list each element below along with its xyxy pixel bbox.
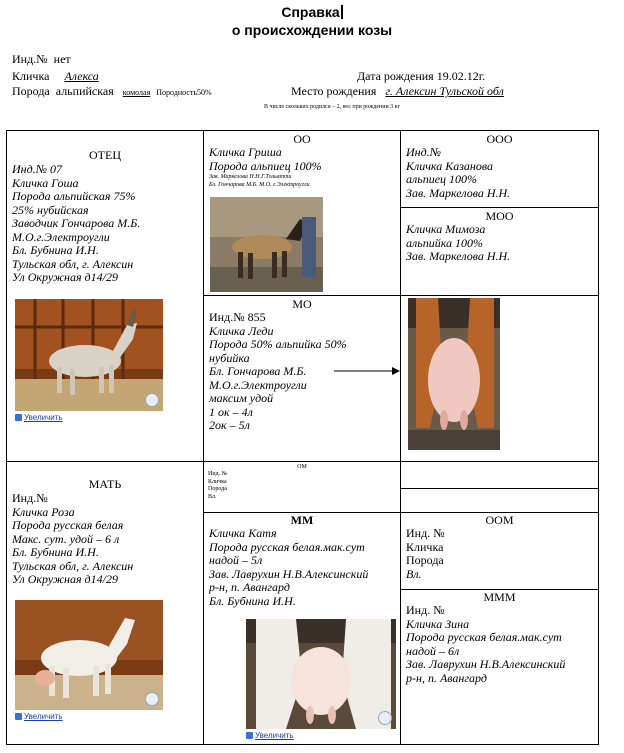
father-header: ОТЕЦ <box>89 148 121 162</box>
name-value: Алекса <box>64 69 99 83</box>
moo-info <box>401 223 598 264</box>
oom-line: Вл. <box>406 566 422 581</box>
mm-line: Порода русская белая.мак.сут <box>209 539 365 554</box>
place-label: Место рождения <box>291 84 377 98</box>
oo-photo[interactable] <box>210 197 323 292</box>
father-cell <box>6 130 204 462</box>
mmm-line: Кличка Зина <box>406 616 470 631</box>
mmm-line: Порода русская белая.мак.сут <box>406 630 562 644</box>
om-info <box>204 471 400 501</box>
zoom-label: Увеличить <box>255 731 294 740</box>
text-cursor <box>341 5 343 19</box>
mo-line: Бл. Гончарова М.Б. <box>209 364 307 378</box>
ooo-header: ООО <box>486 132 513 146</box>
moo-line: Зав. Маркелова Н.Н. <box>406 249 511 263</box>
om-line: Порода <box>208 486 227 492</box>
mo-line: нубийка <box>209 350 250 365</box>
litter-note: В числе скольких родился – 2, вес при рождении 3 кг <box>264 104 401 110</box>
father-line: Ул Окружная д14/29 <box>12 270 118 284</box>
oom-info <box>401 527 598 581</box>
oo-tiny-line: Бл. Гончарова М.Б. М.О. г.Электроугли <box>209 182 310 188</box>
ooo-cell <box>400 130 599 208</box>
father-line: Тульская обл, г. Алексин <box>12 256 134 271</box>
father-line: М.О.г.Электроугли <box>12 229 110 244</box>
ind-value: нет <box>53 52 71 66</box>
moo-header: МОО <box>485 209 514 223</box>
mother-line: Порода русская белая <box>12 518 124 532</box>
ooo-line: Зав. Маркелова Н.Н. <box>406 185 511 200</box>
mm-line: Кличка Катя <box>209 526 277 540</box>
mm-line: Зав. Лаврухин Н.В.Алексинский <box>209 566 369 581</box>
ooo-info <box>401 146 598 200</box>
mo-line: 1 ок – 4л <box>209 404 253 419</box>
mo-line: Инд.№ 855 <box>209 310 266 324</box>
father-line: Кличка Гоша <box>12 175 79 190</box>
oo-info <box>204 146 400 189</box>
mm-line: р-н, п. Авангард <box>209 580 290 594</box>
om-cell <box>203 461 401 513</box>
arrow-right-icon <box>334 366 400 376</box>
breed-percent: Породность50% <box>156 88 212 97</box>
father-zoom-link[interactable] <box>15 413 63 422</box>
father-info <box>7 163 203 285</box>
mother-photo[interactable] <box>15 600 163 710</box>
ooo-line: Кличка Казанова <box>406 158 493 173</box>
oo-header: ОО <box>293 132 311 146</box>
father-photo[interactable] <box>15 299 163 411</box>
mother-line: Ул Окружная д14/29 <box>12 572 118 586</box>
mm-info <box>204 527 400 608</box>
ooo-line: альпиец 100% <box>406 172 478 186</box>
ind-row <box>12 52 71 66</box>
oo-line: Порода альпиец 100% <box>209 158 322 173</box>
document-subtitle: о происхождении козы <box>231 22 393 38</box>
mother-info <box>7 492 203 587</box>
father-line: Инд.№ 07 <box>12 162 63 176</box>
photo-badge-icon <box>145 692 159 706</box>
photo-badge-icon <box>378 711 392 725</box>
ooo-line: Инд.№ <box>406 145 442 159</box>
place-row <box>291 84 504 98</box>
zoom-icon <box>15 414 22 421</box>
empty-cell <box>400 461 599 489</box>
oo-line: Кличка Гриша <box>209 145 282 159</box>
mm-line: Бл. Бубнина И.Н. <box>209 593 296 608</box>
mother-line: Макс. сут. удой – 6 л <box>12 531 120 546</box>
oo-tiny-line: Зав. Маркелова Н.Н.Г.Тольятти <box>209 174 292 180</box>
mother-line: Кличка Роза <box>12 504 75 519</box>
breed-value: альпийская <box>55 84 114 98</box>
mother-line: Инд.№ <box>12 491 48 505</box>
oom-header: ООМ <box>485 513 514 527</box>
name-label: Кличка <box>12 69 50 83</box>
mm-header: ММ <box>290 513 314 527</box>
om-line: Инд. № <box>208 471 228 477</box>
mother-zoom-link[interactable] <box>15 712 63 721</box>
mm-udder-photo[interactable] <box>246 619 396 729</box>
father-line: Порода альпийская 75% <box>12 189 136 203</box>
om-line: Вл. <box>208 493 217 500</box>
breed-horn: комолая <box>122 88 151 97</box>
mmm-line: р-н, п. Авангард <box>406 670 487 685</box>
father-line: 25% нубийская <box>12 202 89 217</box>
mother-line: Тульская обл, г. Алексин <box>12 558 134 573</box>
mother-cell <box>6 461 204 745</box>
mmm-info <box>401 604 598 685</box>
mm-cell <box>203 512 401 745</box>
zoom-label: Увеличить <box>24 413 63 422</box>
om-header: ОМ <box>297 464 307 470</box>
zoom-icon <box>246 732 253 739</box>
mmm-header: МММ <box>483 590 516 604</box>
oom-line: Кличка <box>406 539 444 554</box>
mmm-cell <box>400 589 599 745</box>
mm-zoom-link[interactable] <box>246 731 294 740</box>
moo-cell <box>400 207 599 296</box>
oom-line: Инд. № <box>406 526 445 540</box>
mo-header: МО <box>292 297 312 311</box>
mo-line: максим удой <box>209 391 274 405</box>
om-line: Кличка <box>208 478 227 485</box>
dob-value: 19.02.12г. <box>436 69 486 83</box>
mo-line: Порода 50% альпийка 50% <box>209 337 347 351</box>
mo-cell <box>203 295 401 462</box>
zoom-label: Увеличить <box>24 712 63 721</box>
photo-badge-icon <box>145 393 159 407</box>
zoom-icon <box>15 713 22 720</box>
empty-cell <box>400 488 599 513</box>
mo-line: М.О.г.Электроугли <box>209 377 307 392</box>
dob-label: Дата рождения <box>357 69 434 83</box>
oom-cell <box>400 512 599 590</box>
mmm-line: Инд. № <box>406 603 445 617</box>
mo-udder-photo[interactable] <box>408 298 500 450</box>
moo-line: альпийка 100% <box>406 235 484 250</box>
oo-cell <box>203 130 401 296</box>
dob-row <box>357 69 485 83</box>
mo-photo-cell <box>400 295 599 462</box>
oom-line: Порода <box>406 553 444 567</box>
father-line: Бл. Бубнина И.Н. <box>12 243 99 257</box>
mmm-line: Зав. Лаврухин Н.В.Алексинский <box>406 657 566 671</box>
ind-label: Инд.№ <box>12 52 48 66</box>
breed-label: Порода <box>12 84 50 98</box>
place-value: г. Алексин Тульской обл <box>385 84 504 98</box>
moo-line: Кличка Мимоза <box>406 222 486 236</box>
breed-row <box>12 84 212 100</box>
name-row <box>12 69 99 83</box>
document-title: Справка <box>0 4 624 20</box>
mother-header: МАТЬ <box>88 477 122 491</box>
father-line: Заводчик Гончарова М.Б. <box>12 216 141 230</box>
mother-line: Бл. Бубнина И.Н. <box>12 545 99 559</box>
mo-line: Кличка Леди <box>209 323 274 338</box>
mm-line: надой – 5л <box>209 553 263 567</box>
mmm-line: надой – 6л <box>406 643 460 658</box>
mo-line: 2ок – 5л <box>209 418 250 432</box>
